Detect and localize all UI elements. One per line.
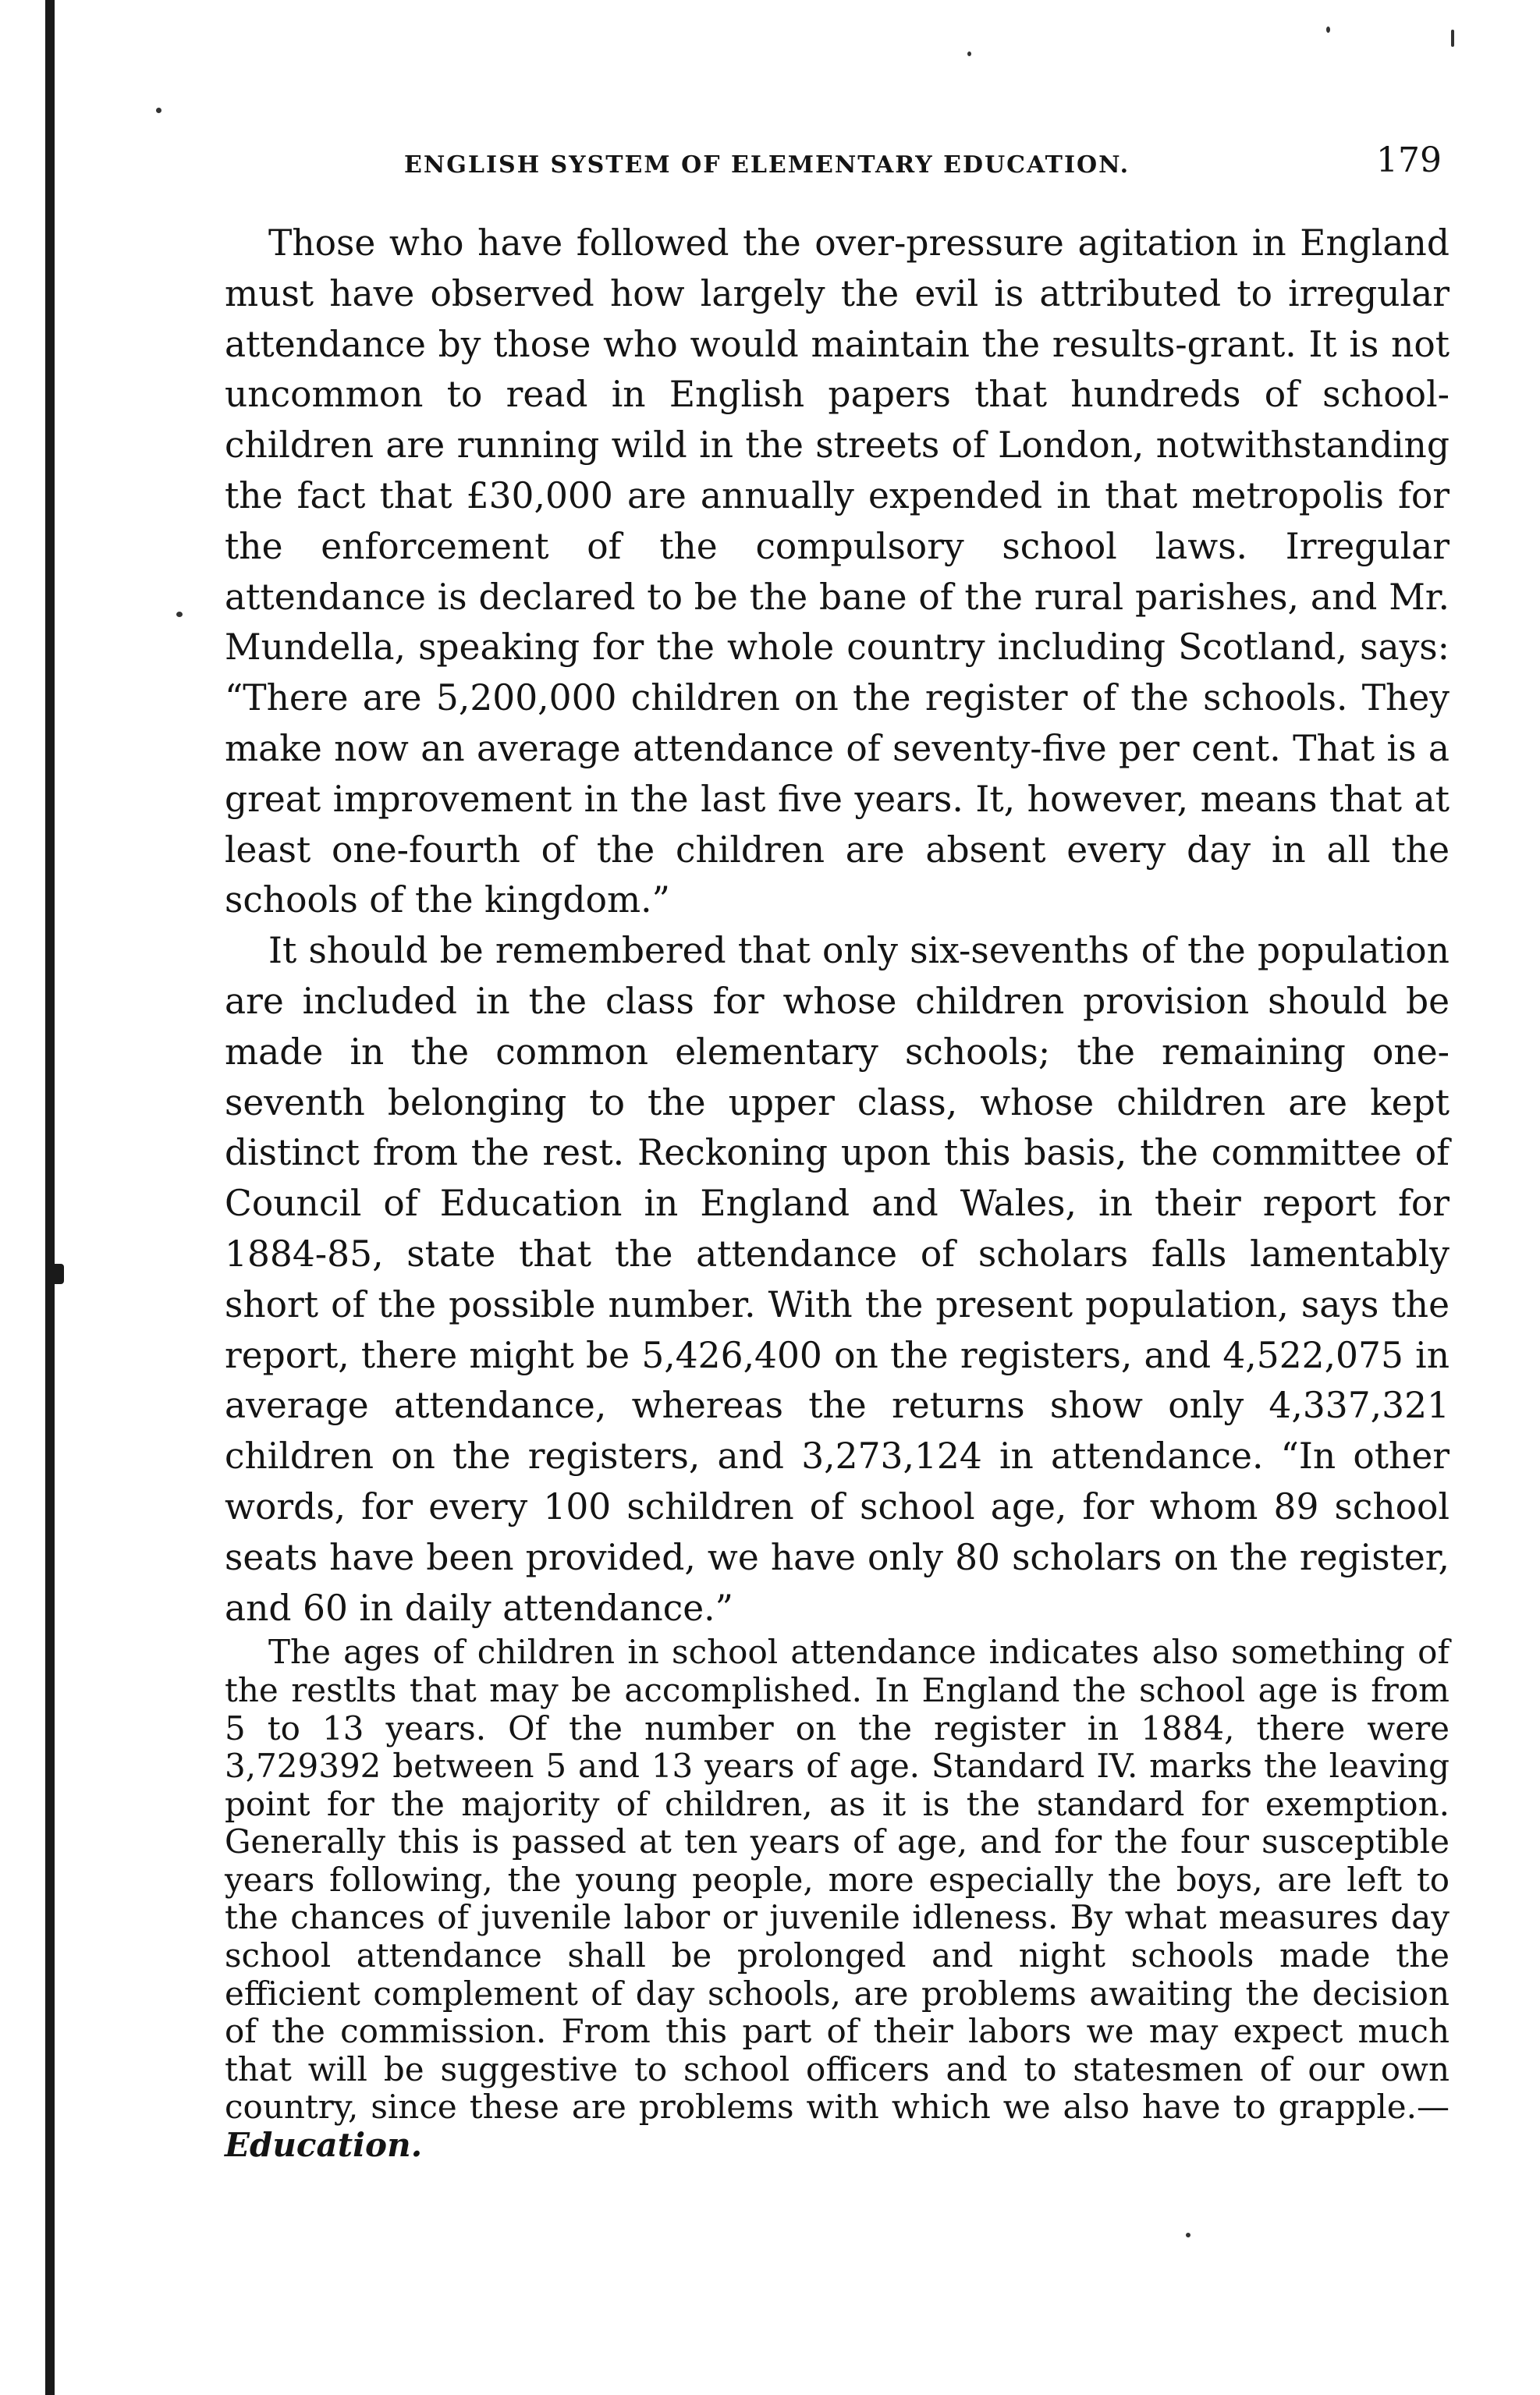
binding-edge [45,0,55,2395]
paper-speck [156,108,161,113]
body-paragraph-3: The ages of children in school attendance indicates also something of the restlts that may be accomplished. In England the school age is from 5 to 13 years. Of the number on the register in 1884, there were 3,729392 between 5 and 13 years of age. Standard IV. marks the leaving point for the majority of children, as it is the standard for exemption. Generally this is passed at ten years of age, and for the four susceptible years following, the young people, more especially the boys, are left to the chances of juvenile labor or juvenile idleness. By what measures day school attendance shall be prolonged and night schools made the efficient complement of day schools, are problems awaiting the decision of the commission. From this part of their labors we may expect much that will be suggestive to school officers and to statesmen of our own country, since these are problems with which we also have to grapple.—Education. [225,1633,1450,2165]
large-type-section [225,218,1450,1634]
source-attribution: Education. [225,2126,423,2165]
page-number: 179 [1376,140,1442,180]
paper-speck [1326,27,1330,33]
body-paragraph-1: Those who have followed the over-pressure agitation in England must have observed how largely the evil is attributed to irregular attendance by those who would maintain the results-grant. It is not uncommon to read in English papers that hundreds of school-children are running wild in the streets of London, notwithstanding the fact that £30,000 are annually expended in that metropolis for the enforcement of the compulsory school laws. Irregular attendance is declared to be the bane of the rural parishes, and Mr. Mundella, speaking for the whole country including Scotland, says: “There are 5,200,000 children on the register of the schools. They make now an average attendance of seventy-five per cent. That is a great improvement in the last five years. It, however, means that at least one-fourth of the children are absent every day in all the schools of the kingdom.” [225,222,1450,921]
paper-speck [967,51,971,56]
book-page [225,140,1450,2165]
body-paragraph-2: It should be remembered that only six-sevenths of the population are included in the class for whose children provision should be made in the common elementary schools; the remaining one-seventh belonging to the upper class, whose children are kept distinct from the rest. Reckoning upon this basis, the committee of Council of Education in England and Wales, in their report for 1884-85, state that the attendance of scholars falls lamentably short of the possible number. With the present population, says the report, there might be 5,426,400 on the registers, and 4,522,075 in average attendance, whereas the returns show only 4,337,321 children on the registers, and 3,273,124 in attendance. “In other words, for every 100 schildren of school age, for whom 89 school seats have been provided, we have only 80 scholars on the register, and 60 in daily attendance.” [225,930,1450,1629]
paper-speck [1451,30,1454,47]
body-paragraph-3-text: The ages of children in school attendance indicates also something of the restlts that may be accomplished. In England the school age is from 5 to 13 years. Of the number on the register in 1884, there were 3,729392 between 5 and 13 years of age. Standard IV. marks the leaving point for the majority of children, as it is the standard for exemption. Generally this is passed at ten years of age, and for the four susceptible years following, the young people, more especially the boys, are left to the chances of juvenile labor or juvenile idleness. By what measures day school attendance shall be prolonged and night schools made the efficient complement of day schools, are problems awaiting the decision of the commission. From this part of their labors we may expect much that will be suggestive to school officers and to statesmen of our own country, since these are problems with which we also have to grapple. [225,1633,1450,2127]
running-header [225,140,1450,187]
running-title: ENGLISH SYSTEM OF ELEMENTARY EDUCATION. [404,151,1130,179]
small-type-section [225,1634,1450,2164]
paper-speck [1186,2233,1190,2237]
paper-speck [176,612,183,617]
binding-mark [50,1264,64,1284]
